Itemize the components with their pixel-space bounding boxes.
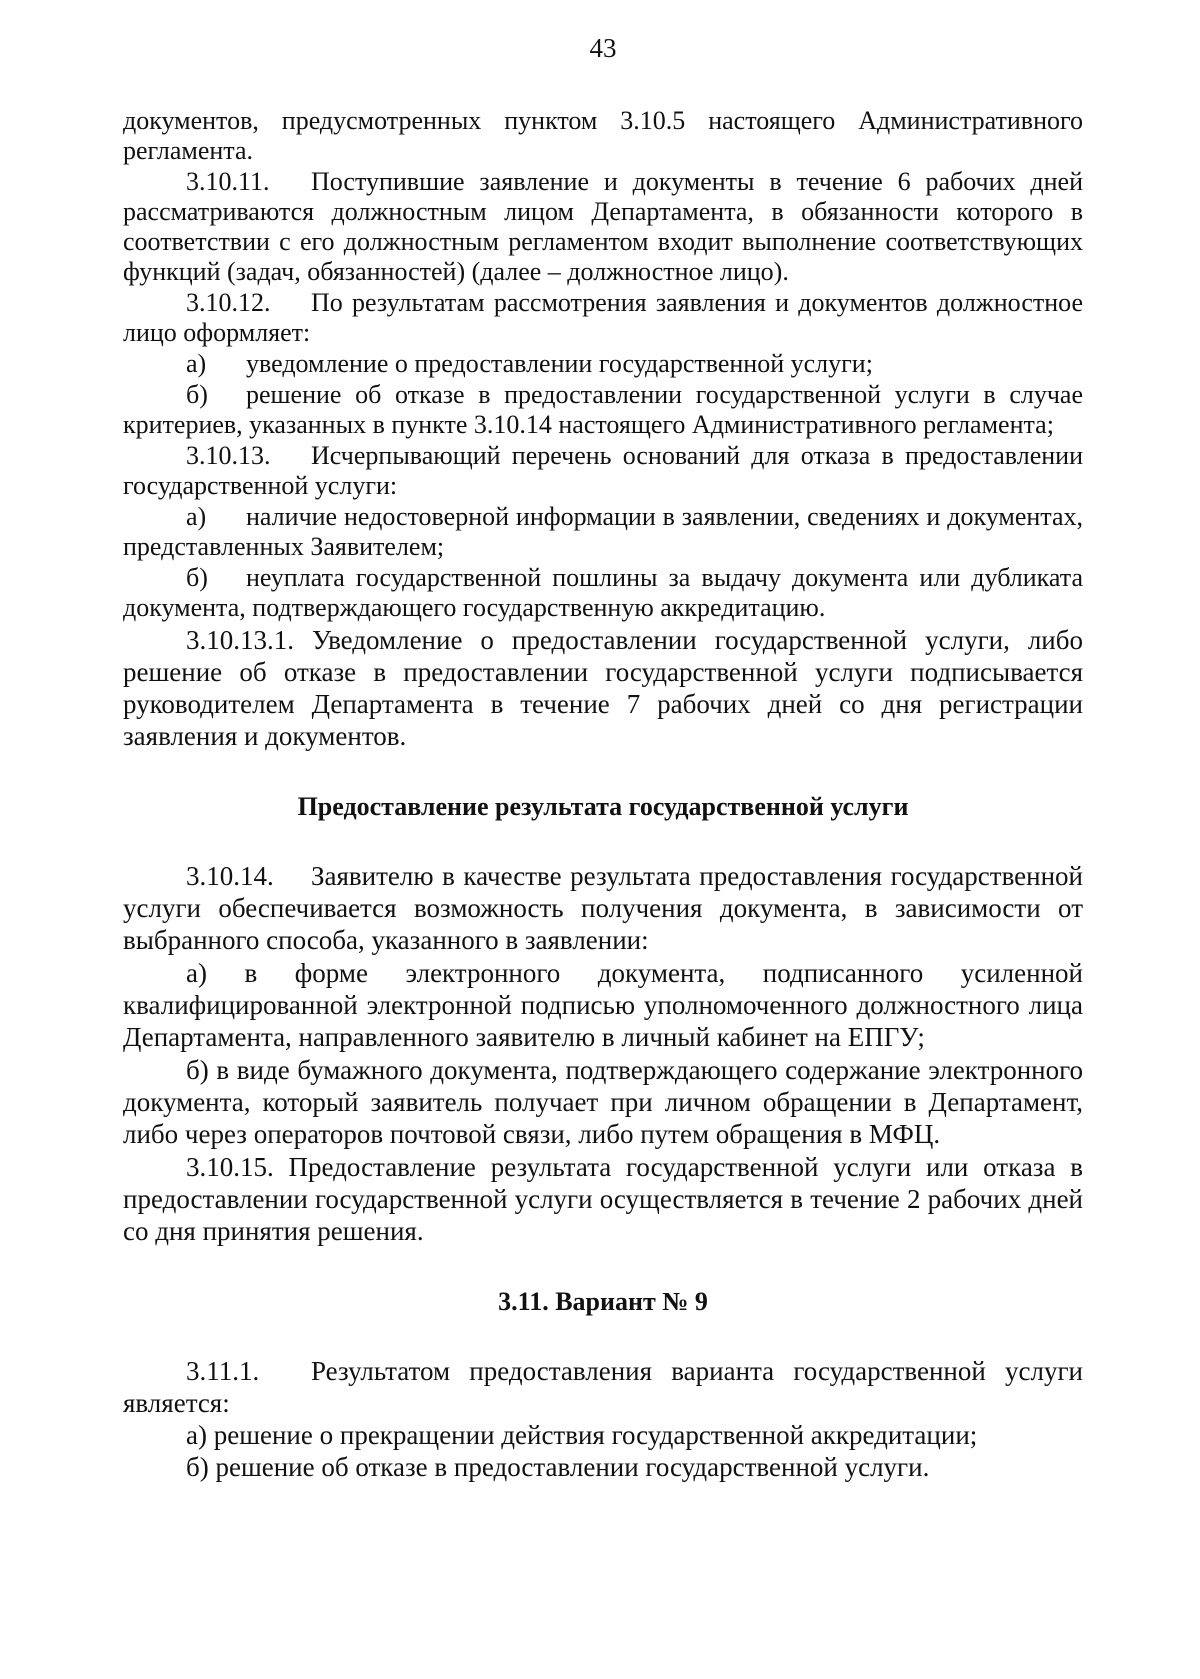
clause-text: Результатом предоставления варианта государственной услуги является:	[123, 1356, 1083, 1418]
list-item-b: б) в виде бумажного документа, подтверждающего содержание электронного документа, который заявитель получает при личном обращении в Департамент, либо через операторов почтовой связи, либо путем обращения в МФЦ.	[123, 1055, 1083, 1149]
list-marker: а)	[186, 502, 207, 531]
paragraph-3-10-13-1: 3.10.13.1. Уведомление о предоставлении государственной услуги, либо решение об отказе в предоставлении государственной услуги подписывается руководителем Департамента в течение 7 рабочих дней со дня регистрации заявления и документов.	[123, 625, 1083, 751]
section-heading: Предоставление результата государственной услуги	[297, 792, 909, 821]
list-text: уведомление о предоставлении государственной услуги;	[246, 349, 873, 378]
list-item-a: а) решение о прекращении действия государственной аккредитации;	[186, 1420, 978, 1450]
paragraph-3-10-15: 3.10.15. Предоставление результата государственной услуги или отказа в предоставлении государственной услуги осуществляется в течение 2 рабочих дней со дня принятия решения.	[123, 1152, 1083, 1246]
clause-text: По результатам рассмотрения заявления и документов должностное лицо оформляет:	[123, 288, 1083, 347]
variant-heading: 3.11. Вариант № 9	[498, 1287, 708, 1316]
paragraph-3-10-11	[123, 167, 1083, 287]
paragraph: документов, предусмотренных пунктом 3.10.5 настоящего Административного регламента.	[123, 106, 1083, 165]
clause-number: 3.10.13.	[186, 441, 271, 470]
page-number: 43	[589, 33, 617, 63]
clause-number: 3.10.11.	[186, 167, 270, 196]
list-marker: а)	[186, 349, 207, 378]
clause-text: Заявителю в качестве результата предоставления государственной услуги обеспечивается возможность получения документа, в зависимости от выбранного способа, указанного в заявлении:	[123, 861, 1083, 955]
list-item-a: а) в форме электронного документа, подписанного усиленной квалифицированной электронной подписью уполномоченного должностного лица Департамента, направленного заявителю в личный кабинет на ЕПГУ;	[123, 958, 1083, 1052]
clause-number: 3.10.12.	[186, 288, 271, 317]
clause-number: 3.10.14.	[186, 861, 274, 891]
clause-text: Поступившие заявление и документы в течение 6 рабочих дней рассматриваются должностным лицом Департамента, в обязанности которого в соответствии с его должностным регламентом входит выполнение соответствующих функций (задач, обязанностей) (далее – должностное лицо).	[123, 167, 1083, 286]
list-text: неуплата государственной пошлины за выдачу документа или дубликата документа, подтверждающего государственную аккредитацию.	[123, 563, 1083, 622]
clause-number: 3.11.1.	[186, 1356, 260, 1386]
list-marker: б)	[186, 563, 208, 592]
paragraph-3-11-1	[123, 1355, 1083, 1419]
paragraph-3-10-13	[123, 441, 1083, 501]
list-item-a	[123, 349, 1083, 379]
list-item-b	[123, 563, 1083, 623]
paragraph-3-10-12	[123, 288, 1083, 348]
paragraph-3-10-14	[123, 860, 1083, 956]
list-marker: б)	[186, 380, 208, 409]
clause-text: Исчерпывающий перечень оснований для отказа в предоставлении государственной услуги:	[123, 441, 1083, 500]
list-text: наличие недостоверной информации в заявлении, сведениях и документах, представленных Заявителем;	[123, 502, 1083, 561]
list-text: решение об отказе в предоставлении государственной услуги в случае критериев, указанных в пункте 3.10.14 настоящего Административного регламента;	[123, 380, 1083, 439]
list-item-b	[123, 380, 1083, 440]
document-page	[123, 30, 1083, 1483]
list-item-a	[123, 502, 1083, 562]
list-item-b: б) решение об отказе в предоставлении государственной услуги.	[186, 1452, 930, 1482]
